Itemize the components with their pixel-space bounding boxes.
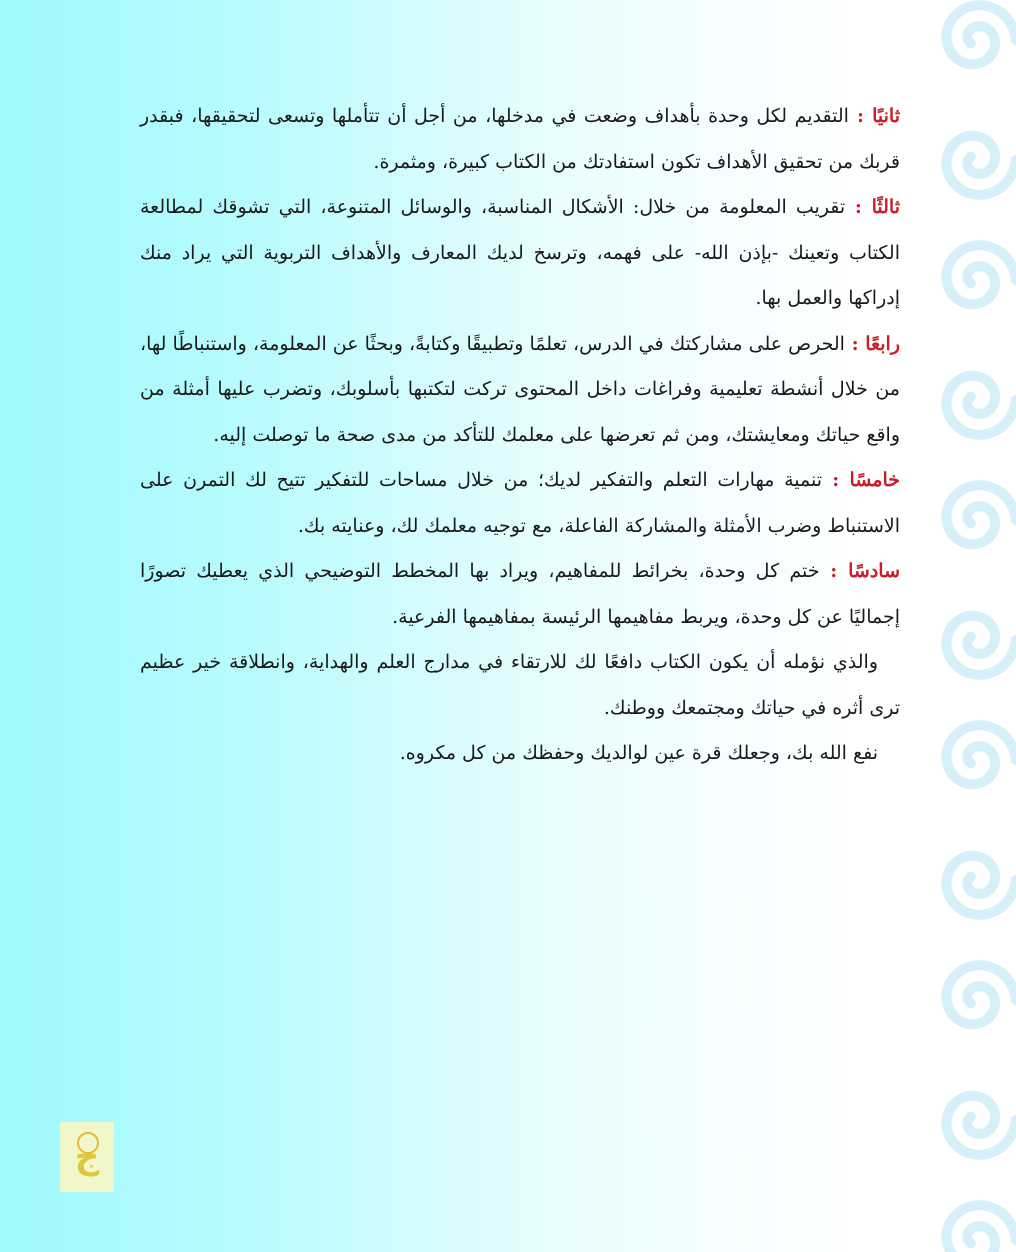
paragraph-sixth — [140, 549, 900, 640]
paragraph-text: تقريب المعلومة من خلال: الأشكال المناسبة، والوسائل المتنوعة، التي تشوقك لمطالعة الكتاب وتعينك -بإذن الله- على فهمه، وترسخ لديك المعارف والأهداف التربوية التي يراد منك إدراكها والعمل بها. — [140, 196, 900, 309]
ornament-spiral — [946, 1096, 1016, 1155]
ornament-spiral — [946, 725, 1016, 784]
label-separator: : — [819, 560, 849, 582]
ornament-spiral — [946, 5, 1016, 64]
introduction-text — [140, 94, 900, 777]
label-separator: : — [822, 469, 850, 491]
label-separator: : — [844, 332, 866, 355]
paragraph-fifth — [140, 458, 900, 549]
ornament-spiral — [946, 616, 1016, 675]
paragraph-label: ثالثًا — [871, 196, 900, 218]
ornament-spiral — [946, 136, 1016, 195]
ornament-spiral — [946, 376, 1016, 435]
ornament-spiral — [946, 965, 1016, 1024]
paragraph-label: رابعًا — [865, 332, 900, 355]
decorative-border-icon — [930, 0, 1016, 1252]
paragraph-label: سادسًا — [848, 560, 900, 582]
paragraph-text: التقديم لكل وحدة بأهداف وضعت في مدخلها، من أجل أن تتأملها وتسعى لتحقيقها، فبقدر قربك من تحقيق الأهداف تكون استفادتك من الكتاب كبيرة، ومثمرة. — [140, 105, 900, 173]
paragraph-label: ثانيًا — [872, 105, 900, 127]
ornament-spiral — [946, 245, 1016, 304]
paragraph-text: ختم كل وحدة، بخرائط للمفاهيم، ويراد بها المخطط التوضيحي الذي يعطيك تصورًا إجماليًا عن كل وحدة، ويربط مفاهيمها الرئيسة بمفاهيمها الفرعية. — [140, 560, 900, 628]
label-separator: : — [845, 196, 872, 218]
ornament-spiral — [946, 485, 1016, 544]
paragraph-second — [140, 94, 900, 185]
page-letter-badge — [60, 1122, 114, 1192]
closing-hope: والذي نؤمله أن يكون الكتاب دافعًا لك للارتقاء في مدارج العلم والهداية، وانطلاقة خير عظيم ترى أثره في حياتك ومجتمعك ووطنك. — [140, 651, 900, 719]
paragraph-fourth — [140, 322, 900, 459]
paragraph-text: تنمية مهارات التعلم والتفكير لديك؛ من خلال مساحات للتفكير تتيح لك التمرن على الاستنباط وضرب الأمثلة والمشاركة الفاعلة، مع توجيه معلمك لك، وعنايته بك. — [140, 469, 900, 537]
badge-ring-icon — [77, 1132, 99, 1154]
label-separator: : — [848, 105, 873, 127]
ornament-spiral — [946, 1205, 1016, 1252]
paragraph-third — [140, 185, 900, 322]
ornament-spiral — [946, 856, 1016, 915]
closing-prayer: نفع الله بك، وجعلك قرة عين لوالديك وحفظك من كل مكروه. — [399, 742, 878, 764]
paragraph-text: الحرص على مشاركتك في الدرس، تعلمًا وتطبيقًا وكتابةً، وبحثًا عن المعلومة، واستنباطًا لها، من خلال أنشطة تعليمية وفراغات داخل المحتوى تركت لتكتبها بأسلوبك، وتضرب عليها أمثلة من واقع حياتك ومعايشتك، ومن ثم تعرضها على معلمك للتأكد من مدى صحة ما توصلت إليه. — [140, 332, 900, 446]
page-letter: ج — [74, 1137, 100, 1177]
paragraph-label: خامسًا — [849, 469, 900, 491]
